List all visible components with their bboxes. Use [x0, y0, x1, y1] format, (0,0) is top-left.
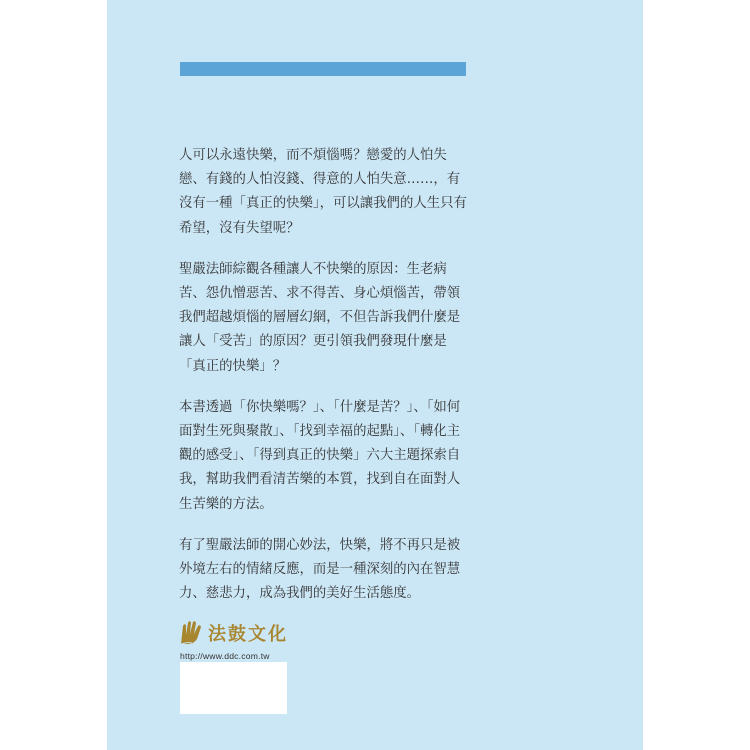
blurb-paragraph-4: 有了聖嚴法師的開心妙法，快樂，將不再只是被外境左右的情緒反應，而是一種深刻的內在智慧力、慈悲力，成為我們的美好生活態度。: [179, 537, 461, 602]
blurb-text: [179, 144, 471, 623]
hand-logo-icon: [179, 620, 205, 646]
blurb-paragraph-2: 聖嚴法師綜觀各種讓人不快樂的原因：生老病苦、怨仇憎惡苦、求不得苦、身心煩惱苦，帶領我們超越煩惱的層層幻網，不但告訴我們什麼是讓人「受苦」的原因？更引領我們發現什麼是「真正的快樂」？: [179, 261, 461, 374]
publisher-name: 法鼓文化: [208, 624, 288, 645]
publisher-logo: [179, 620, 329, 646]
publisher-block: [179, 620, 329, 660]
blurb-paragraph-1: 人可以永遠快樂，而不煩惱嗎？戀愛的人怕失戀、有錢的人怕沒錢、得意的人怕失意……，有沒有一種「真正的快樂」，可以讓我們的人生只有希望，沒有失望呢？: [179, 148, 467, 236]
accent-bar: [180, 62, 466, 76]
publisher-url: http://www.ddc.com.tw: [180, 651, 270, 661]
blurb-paragraph-3: 本書透過「你快樂嗎？」、「什麼是苦？」、「如何面對生死與聚散」、「找到幸福的起點」、「轉化主觀的感受」、「得到真正的快樂」六大主題探索自我，幫助我們看清苦樂的本質，找到自在面對人生苦樂的方法。: [179, 399, 461, 512]
barcode-area: [180, 662, 287, 714]
